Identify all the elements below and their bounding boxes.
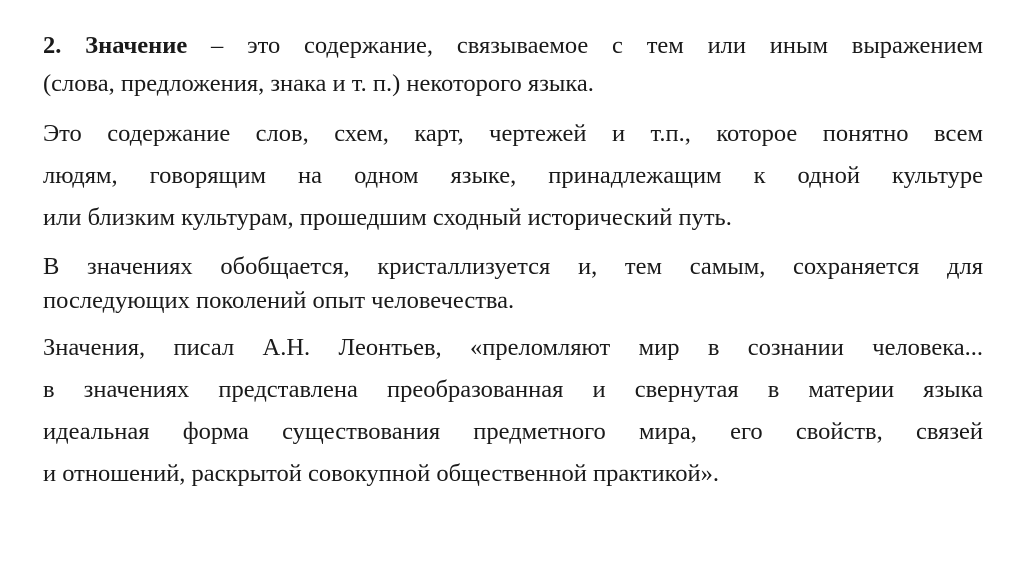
content-line-2: людям, говорящим на одном языке, принадлежащим к одной культуре (43, 162, 983, 189)
quote-line-1: Значения, писал А.Н. Леонтьев, «преломляют мир в сознании человека... (43, 334, 983, 361)
generalization-paragraph (43, 250, 983, 318)
generalization-line-2: последующих поколений опыт человечества. (43, 287, 515, 314)
leontiev-quote-paragraph (43, 327, 983, 495)
content-line-3: или близким культурам, прошедшим сходный исторический путь. (43, 204, 732, 231)
definition-line-1 (43, 27, 983, 65)
definition-line-2: (слова, предложения, знака и т. п.) некоторого языка. (43, 70, 594, 97)
generalization-line-1: В значениях обобщается, кристаллизуется и, тем самым, сохраняется для (43, 253, 983, 280)
content-paragraph (43, 113, 983, 239)
quote-line-4: и отношений, раскрытой совокупной общественной практикой». (43, 460, 720, 487)
definition-text: – это содержание, связываемое с тем или иным выражением (187, 32, 983, 59)
term-number: 2. Значение (43, 32, 188, 59)
quote-line-3: идеальная форма существования предметного мира, его свойств, связей (43, 418, 983, 445)
content-line-1: Это содержание слов, схем, карт, чертежей и т.п., которое понятно всем (43, 120, 983, 147)
quote-line-2: в значениях представлена преобразованная и свернутая в материи языка (43, 376, 983, 403)
definition-paragraph (43, 27, 983, 103)
